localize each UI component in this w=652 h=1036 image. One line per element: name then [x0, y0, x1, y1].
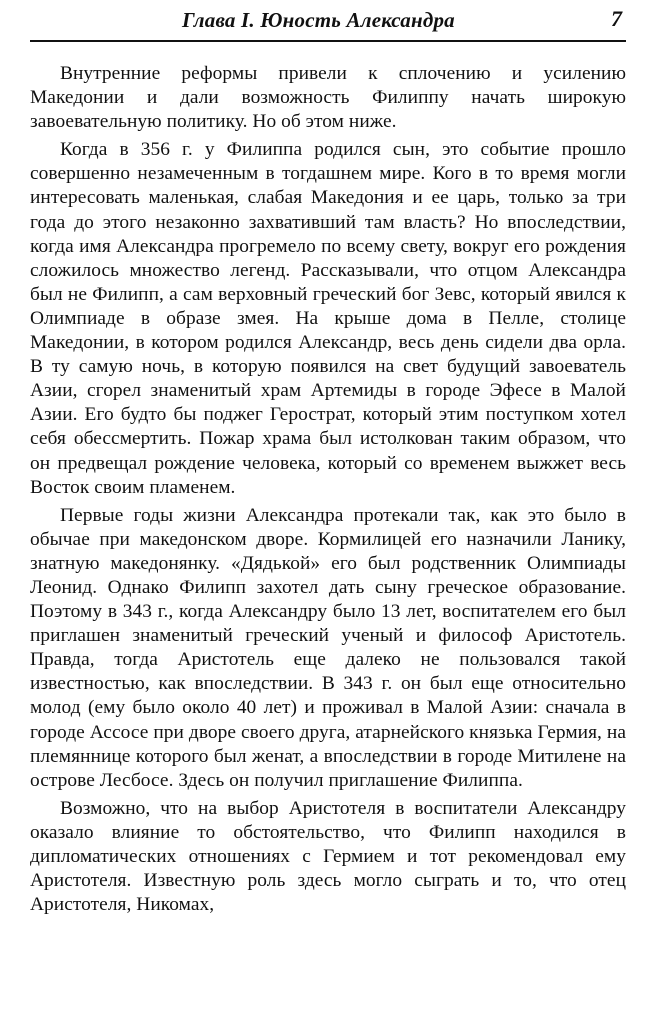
body-text — [30, 62, 626, 917]
paragraph-3: Первые годы жизни Александра протекали так, как это было в обычае при македонском дворе. Кормилицей его назначили Ланику, знатную македонянку. «Дядькой» его был родственник Олимпиады Леонид. Однако Филипп захотел дать сыну греческое образование. Поэтому в 343 г., когда Александру было 13 лет, воспитателем его был приглашен знаменитый греческий ученый и философ Аристотель. Правда, тогда Аристотель еще далеко не пользовался такой известностью, как впоследствии. В 343 г. он был еще относительно молод (ему было около 40 лет) и проживал в Малой Азии: сначала в городе Ассосе при дворе своего друга, атарнейского князька Гермия, на племяннице которого был женат, а впоследствии в городе Митилене на острове Лесбосе. Здесь он получил приглашение Филиппа. — [30, 504, 626, 791]
running-header — [30, 0, 626, 42]
paragraph-2: Когда в 356 г. у Филиппа родился сын, это событие прошло совершенно незамеченным в тогдашнем мире. Кого в то время могли интересовать маленькая, слабая Македония и ее царь, только за три года до этого незаконно захвативший там власть? Но впоследствии, когда имя Александра прогремело по всему свету, вокруг его рождения сложилось множество легенд. Рассказывали, что отцом Александра был не Филипп, а сам верховный греческий бог Зевс, который явился к Олимпиаде в образе змея. На крыше дома в Пелле, столице Македонии, в котором родился Александр, весь день сидели два орла. В ту самую ночь, в которую появился на свет будущий завоеватель Азии, сгорел знаменитый храм Артемиды в городе Эфесе в Малой Азии. Его будто бы поджег Герострат, который этим поступком хотел себя обессмертить. Пожар храма был истолкован таким образом, что он предвещал рождение человека, который со временем выжжет весь Восток своим пламенем. — [30, 139, 626, 498]
page-number: 7 — [611, 6, 622, 31]
paragraph-1: Внутренние реформы привели к сплочению и усилению Македонии и дали возможность Филиппу начать широкую завоевательную политику. Но об этом ниже. — [30, 63, 626, 133]
paragraph-4: Возможно, что на выбор Аристотеля в воспитатели Александру оказало влияние то обстоятельство, что Филипп находился в дипломатических отношениях с Гермием и тот рекомендовал ему Аристотеля. Известную роль здесь могло сыграть и то, что отец Аристотеля, Никомах, — [30, 797, 626, 916]
chapter-title: Глава I. Юность Александра — [182, 8, 455, 32]
